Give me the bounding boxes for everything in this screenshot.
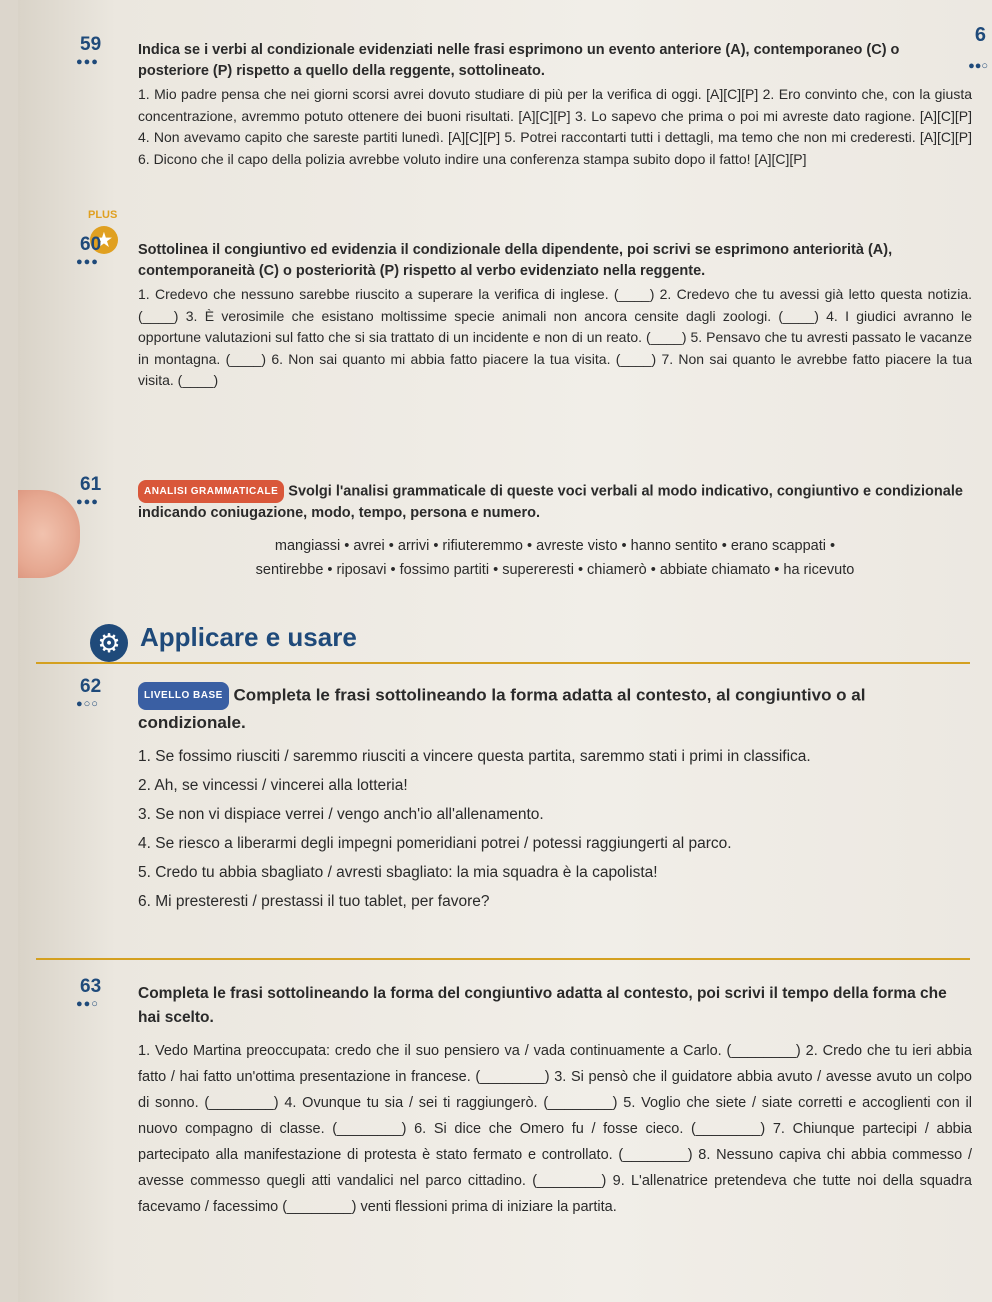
exercise-60 [76,234,972,392]
exercise-instruction: Indica se i verbi al condizionale evidenziati nelle frasi esprimono un evento anteriore (A), contemporaneo (C) o posteriore (P) rispetto a quello della reggente, sottolineato. [138,42,900,79]
exercise-number: 60 [80,234,102,255]
list-item: 3. Se non vi dispiace verrei / vengo anch'io all'allenamento. [138,806,544,823]
exercise-instruction: Completa le frasi sottolineando la forma adatta al contesto, al congiuntivo o al condizionale. [138,685,866,732]
list-item: 4. Se riesco a liberarmi degli impegni pomeridiani potrei / potessi raggiungerti al parco. [138,835,732,852]
exercise-61 [76,474,972,582]
verb-list-line-1: mangiassi • avrei • arrivi • rifiuteremmo • avreste visto • hanno sentito • erano scappati • [274,538,836,554]
exercise-text: 1. Vedo Martina preoccupata: credo che il suo pensiero va / vada continuamente a Carlo. (________) 2. Credo che tu ieri abbia fatto / hai fatto un'ottima presentazione in francese. (________) 3. Si pensò che il guidatore abbia avuto / avesse avuto un colpo di sonno. (________) 4. Ovunque tu sia / sei ti raggiungerò. (________) 5. Voglio che siete / siate corretti e accoglienti con il nuovo compagno di classe. (________) 6. Si dice che Omero fu / fosse cieco. (________) 7. Chiunque partecipi / abbia partecipato alla manifestazione di protesta è stato fermato e controllato. (________) 8. Nessuno capiva chi abbia commesso / avesse commesso quegli atti vandalici nel parco cittadino. (________) 9. L'allenatrice pretendeva che tutte noi della squadra facevamo / facessimo (________) venti flessioni prima di iniziare la partita. [138,1043,972,1215]
difficulty-dots: ●●● [76,496,99,508]
exercise-instruction: Sottolinea il congiuntivo ed evidenzia il condizionale della dipendente, poi scrivi se esprimono anteriorità (A), contemporaneità (C) o posteriorità (P) rispetto al verbo evidenziato nella reggente. [138,242,893,279]
star-icon: ★ [90,226,118,254]
exercise-text: 1. Credevo che nessuno sarebbe riuscito a superare la verifica di inglese. (____) 2. Credevo che tu avessi già letto questa notizia. (____) 3. È verosimile che esistano moltissime specie animali non ancora censite dagli zoologi. (____) 4. I giudici avranno le opportune valutazioni sul fatto che si sia trattato di un incidente e non di un reato. (____) 5. Pensavo che tu avresti passato le vacanze in montagna. (____) 6. Non sai quanto mi abbia fatto piacere la tua visita. (____) 7. Non sai quanto le avrebbe fatto piacere la tua visita. (____) [138,286,972,388]
textbook-page [18,0,992,1302]
list-item: 1. Se fossimo riusciti / saremmo riusciti a vincere questa partita, saremmo stati i primi in classifica. [138,748,811,765]
exercise-instruction: Completa le frasi sottolineando la forma del congiuntivo adatta al contesto, poi scrivi il tempo della forma che hai scelto. [138,985,947,1026]
difficulty-dots: ●●○ [968,60,988,72]
exercise-62 [76,676,972,916]
exercise-63 [76,976,972,1220]
finger-photo-artifact [18,490,80,578]
exercise-number: 62 [80,676,102,697]
section-title: Applicare e usare [140,622,357,652]
list-item: 6. Mi presteresti / prestassi il tuo tablet, per favore? [138,893,490,910]
difficulty-dots: ●○○ [76,698,99,710]
exercise-text: 1. Mio padre pensa che nei giorni scorsi avrei dovuto studiare di più per la verifica di oggi. [A][C][P] 2. Ero convinto che, con la giusta concentrazione, avremmo potuto ottenere dei buoni risultati. [A][C][P] 3. Lo sapevo che prima o poi mi avreste dato ragione. [A][C][P] 4. Non avevamo capito che sareste partiti lunedì. [A][C][P] 5. Potrei raccontarti tutti i dettagli, ma temo che non mi crederesti. [A][C][P] 6. Dicono che il capo della polizia avrebbe voluto indire una conferenza stampa subito dopo il fatto! [A][C][P] [138,86,972,167]
analysis-tag: ANALISI GRAMMATICALE [138,480,284,503]
plus-label: PLUS [88,209,118,221]
gear-icon: ⚙ [90,624,128,662]
level-tag: LIVELLO BASE [138,682,229,710]
verb-list-line-2: sentirebbe • riposavi • fossimo partiti • supereresti • chiamerò • abbiate chiamato • ha ricevuto [255,562,855,578]
list-item: 2. Ah, se vincessi / vincerei alla lotteria! [138,777,408,794]
exercise-instruction: Svolgi l'analisi grammaticale di queste voci verbali al modo indicativo, congiuntivo e condizionale indicando coniugazione, modo, tempo, persona e numero. [138,483,963,521]
difficulty-dots: ●●○ [76,998,99,1010]
list-item: 5. Credo tu abbia sbagliato / avresti sbagliato: la mia squadra è la capolista! [138,864,658,881]
difficulty-dots: ●●● [76,256,99,268]
exercise-59 [76,34,972,170]
exercise-number: 61 [80,474,102,495]
exercise-number: 59 [80,34,102,55]
difficulty-dots: ●●● [76,56,99,68]
exercise-number: 63 [80,976,102,997]
side-exercise-number: 6 [974,24,986,46]
